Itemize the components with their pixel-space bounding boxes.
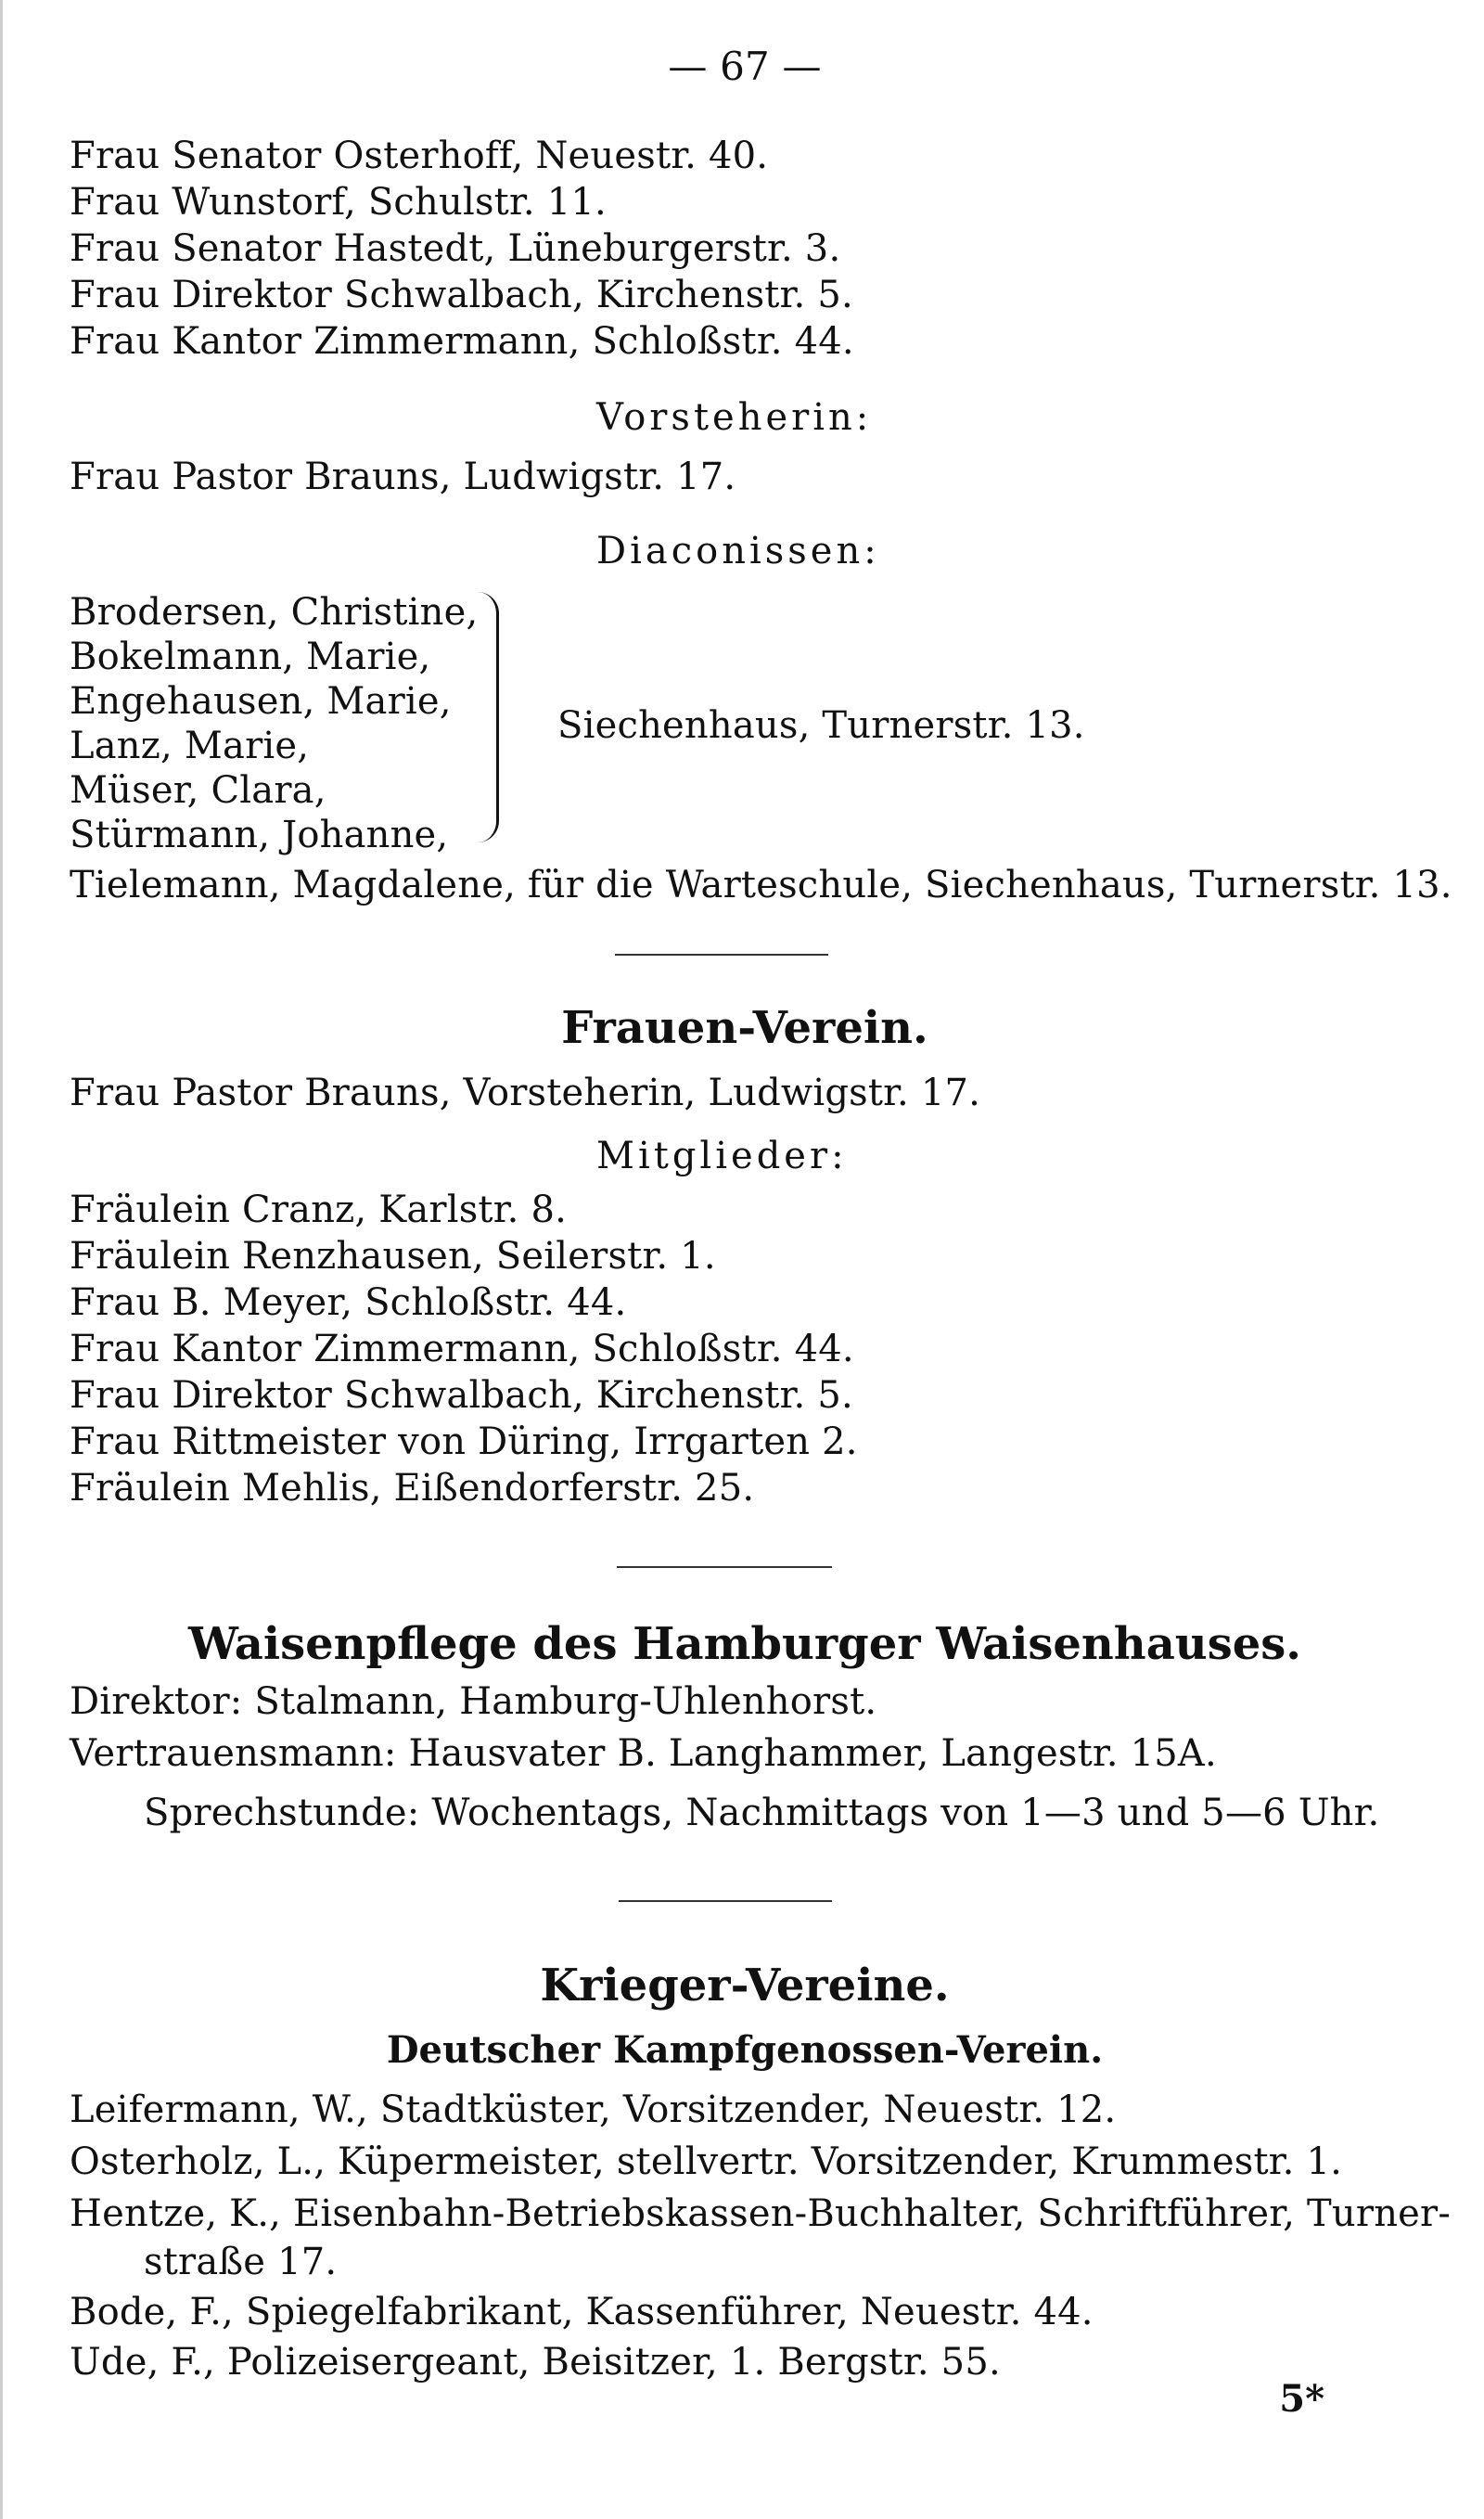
krieger-vereine-subtitle: Deutscher Kampfgenossen-Verein. [386,2028,1104,2072]
waisenpflege-vertrauensmann: Vertrauensmann: Hausvater B. Langhammer, Langestr. 15A. [70,1732,1217,1775]
list-item: Frau Kantor Zimmermann, Schloßstr. 44. [70,1328,854,1370]
section-divider [619,1900,832,1902]
list-item: Frau Direktor Schwalbach, Kirchenstr. 5. [70,274,853,316]
list-item: Frau Wunstorf, Schulstr. 11. [70,181,607,224]
list-item: Bode, F., Spiegelfabrikant, Kassenführer, Neuestr. 44. [70,2291,1094,2333]
section-title-waisenpflege: Waisenpflege des Hamburger Waisenhauses. [188,1618,1301,1670]
waisenpflege-sprechstunde: Sprechstunde: Wochentags, Nachmittags von 1—3 und 5—6 Uhr. [144,1792,1380,1834]
list-item: Frau Rittmeister von Düring, Irrgarten 2. [70,1420,858,1463]
signature-mark: 5* [1279,2377,1324,2421]
list-item: Brodersen, Christine, [70,591,479,634]
vorsteherin-name: Frau Pastor Brauns, Ludwigstr. 17. [70,456,736,498]
members-label: Mitglieder: [596,1135,848,1177]
list-item: Frau Kantor Zimmermann, Schloßstr. 44. [70,320,854,363]
list-item: Frau B. Meyer, Schloßstr. 44. [70,1281,627,1324]
section-title-krieger-vereine: Krieger-Vereine. [540,1960,950,2011]
list-item: Leifermann, W., Stadtküster, Vorsitzender, Neuestr. 12. [70,2088,1117,2131]
group-brace [478,592,499,842]
list-item: Frau Senator Hastedt, Lüneburgerstr. 3. [70,227,841,270]
page-number: — 67 — [668,44,822,89]
list-item: Osterholz, L., Küpermeister, stellvertr. Vorsitzender, Krummestr. 1. [70,2140,1343,2183]
list-item: Engehausen, Marie, [70,680,452,723]
list-item: Frau Direktor Schwalbach, Kirchenstr. 5. [70,1374,853,1417]
list-item: Hentze, K., Eisenbahn-Betriebskassen-Buchhalter, Schriftführer, Turner- [70,2192,1452,2235]
list-item: Fräulein Mehlis, Eißendorferstr. 25. [70,1467,755,1510]
list-item: Fräulein Cranz, Karlstr. 8. [70,1189,568,1231]
list-item: Lanz, Marie, [70,725,310,767]
section-title-frauen-verein: Frauen-Verein. [561,1002,928,1054]
list-item: Ude, F., Polizeisergeant, Beisitzer, 1. Bergstr. 55. [70,2341,1001,2384]
list-item: Stürmann, Johanne, [70,814,449,856]
list-item: Frau Senator Osterhoff, Neuestr. 40. [70,135,769,177]
diaconissen-extra: Tielemann, Magdalene, für die Warteschule, Siechenhaus, Turnerstr. 13. [70,864,1452,906]
list-item: Fräulein Renzhausen, Seilerstr. 1. [70,1235,716,1278]
vorsteherin-label: Vorsteherin: [596,396,873,439]
section-divider [617,1566,832,1568]
list-item: straße 17. [144,2241,338,2283]
section-divider [615,954,828,956]
frauen-verein-head: Frau Pastor Brauns, Vorsteherin, Ludwigstr. 17. [70,1072,981,1114]
diaconissen-location: Siechenhaus, Turnerstr. 13. [557,704,1085,747]
list-item: Bokelmann, Marie, [70,636,431,678]
list-item: Müser, Clara, [70,769,326,812]
waisenpflege-direktor: Direktor: Stalmann, Hamburg-Uhlenhorst. [70,1680,877,1723]
diaconissen-label: Diaconissen: [596,530,880,572]
